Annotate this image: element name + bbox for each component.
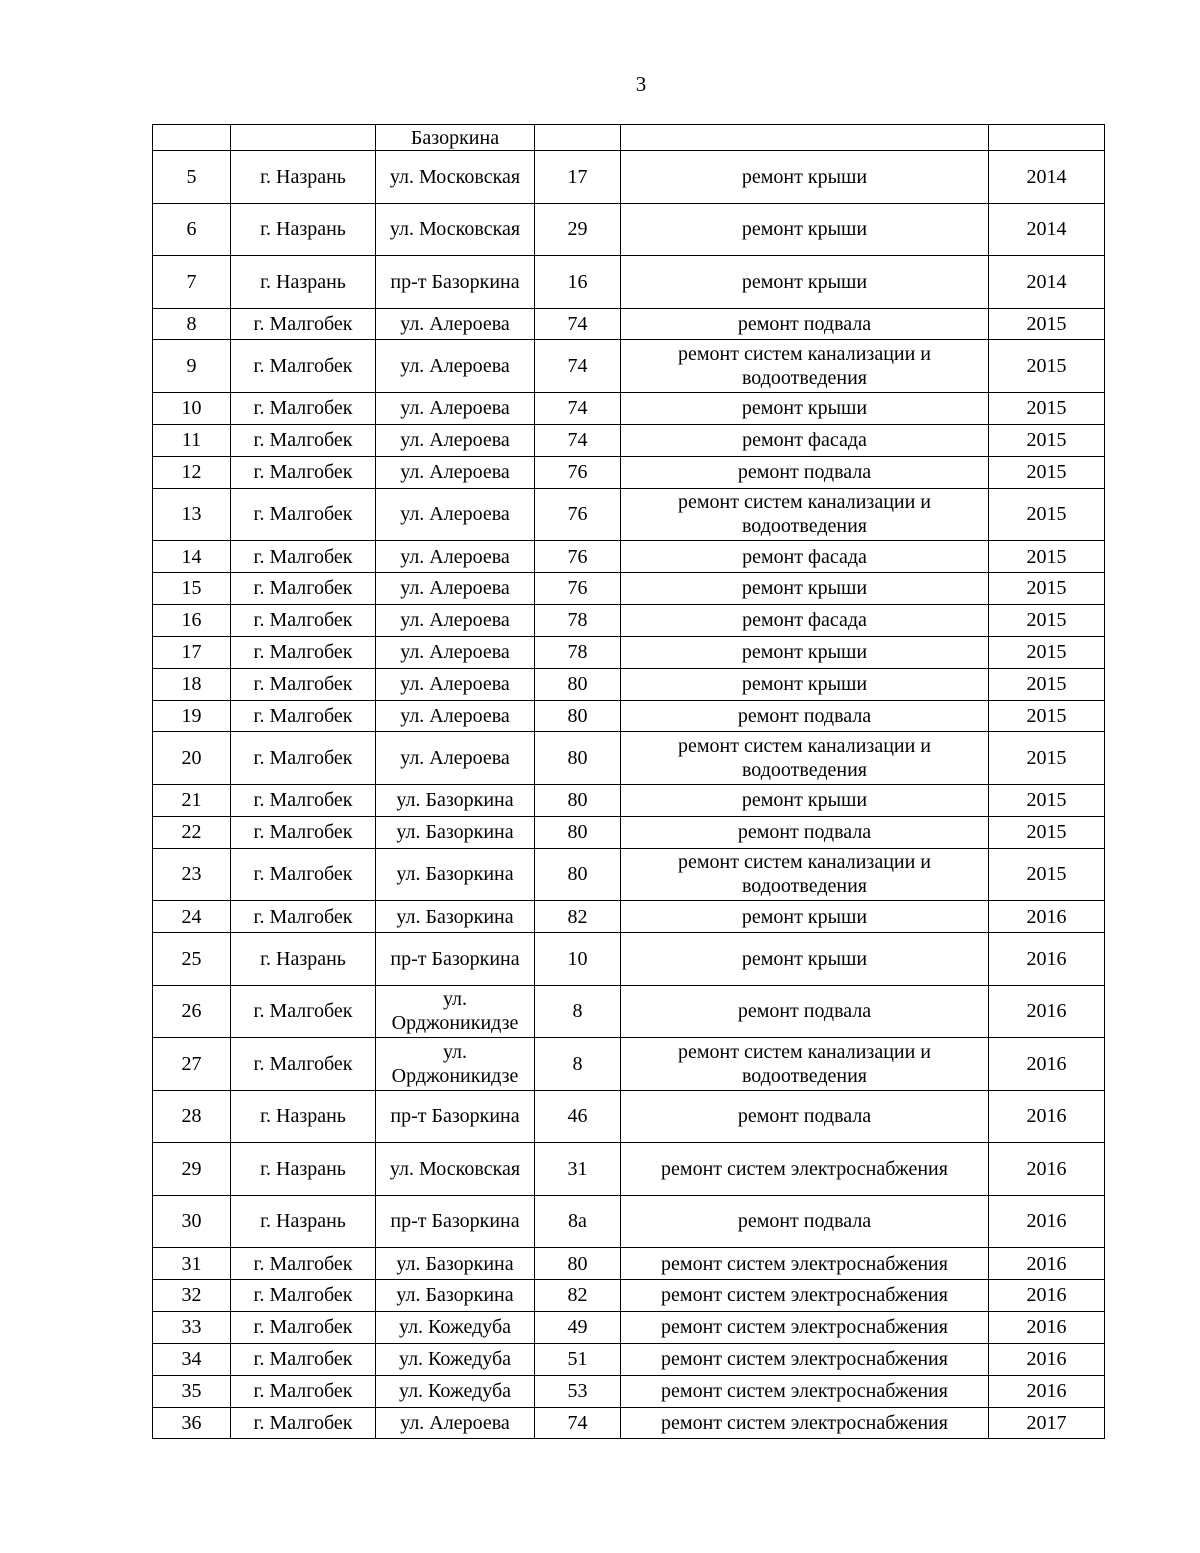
cell-city: г. Малгобек <box>231 816 376 848</box>
cell-street: пр-т Базоркина <box>376 256 535 309</box>
cell-street: ул. Базоркина <box>376 1279 535 1311</box>
cell-city: г. Назрань <box>231 1195 376 1248</box>
cell-year: 2016 <box>989 985 1105 1038</box>
cell-work: ремонт систем электроснабжения <box>621 1407 989 1439</box>
table-row <box>153 700 1105 732</box>
cell-number: 14 <box>153 541 231 573</box>
cell-house: 29 <box>535 203 621 256</box>
cell-house: 76 <box>535 488 621 541</box>
cell-number: 23 <box>153 848 231 901</box>
cell-work: ремонт систем электроснабжения <box>621 1248 989 1280</box>
cell-year: 2015 <box>989 456 1105 488</box>
cell-work: ремонт подвала <box>621 456 989 488</box>
cell-number: 26 <box>153 985 231 1038</box>
cell-city: г. Назрань <box>231 933 376 986</box>
cell-street: ул. Алероева <box>376 308 535 340</box>
cell-work: ремонт подвала <box>621 1195 989 1248</box>
cell-city: г. Малгобек <box>231 541 376 573</box>
cell-number: 35 <box>153 1375 231 1407</box>
table-row <box>153 636 1105 668</box>
cell-work: ремонт систем канализации и водоотведения <box>621 1038 989 1091</box>
cell-house: 17 <box>535 151 621 204</box>
cell-number: 29 <box>153 1143 231 1196</box>
cell-city: г. Малгобек <box>231 1248 376 1280</box>
cell-work: ремонт систем канализации и водоотведения <box>621 488 989 541</box>
cell-city: г. Малгобек <box>231 732 376 785</box>
cell-city: г. Малгобек <box>231 848 376 901</box>
cell-city: г. Малгобек <box>231 985 376 1038</box>
cell-house: 53 <box>535 1375 621 1407</box>
table-row <box>153 541 1105 573</box>
cell-year: 2017 <box>989 1407 1105 1439</box>
cell-work: ремонт подвала <box>621 985 989 1038</box>
cell-city: г. Малгобек <box>231 700 376 732</box>
cell-number: 24 <box>153 901 231 933</box>
cell-house: 74 <box>535 1407 621 1439</box>
cell-street: ул. Московская <box>376 151 535 204</box>
cell-street: ул. Базоркина <box>376 901 535 933</box>
cell-number: 15 <box>153 572 231 604</box>
table-row <box>153 1038 1105 1091</box>
cell-street: ул. Алероева <box>376 488 535 541</box>
cell-number: 32 <box>153 1279 231 1311</box>
continuation-row <box>153 125 1105 151</box>
cell-city: г. Малгобек <box>231 636 376 668</box>
cell-year: 2014 <box>989 256 1105 309</box>
cell-number: 10 <box>153 392 231 424</box>
cell-year: 2016 <box>989 1038 1105 1091</box>
cell-year: 2015 <box>989 424 1105 456</box>
cell-house <box>535 125 621 151</box>
cell-work: ремонт систем электроснабжения <box>621 1375 989 1407</box>
cell-work: ремонт систем электроснабжения <box>621 1143 989 1196</box>
cell-city: г. Малгобек <box>231 456 376 488</box>
cell-city: г. Малгобек <box>231 1375 376 1407</box>
cell-city: г. Малгобек <box>231 488 376 541</box>
page-number: 3 <box>635 72 647 96</box>
cell-house: 78 <box>535 604 621 636</box>
cell-house: 49 <box>535 1311 621 1343</box>
cell-number: 13 <box>153 488 231 541</box>
cell-year: 2015 <box>989 392 1105 424</box>
cell-number: 8 <box>153 308 231 340</box>
cell-work: ремонт систем электроснабжения <box>621 1343 989 1375</box>
cell-year: 2015 <box>989 668 1105 700</box>
cell-house: 80 <box>535 784 621 816</box>
cell-work: ремонт крыши <box>621 151 989 204</box>
table-row <box>153 604 1105 636</box>
cell-number: 21 <box>153 784 231 816</box>
cell-city: г. Малгобек <box>231 1038 376 1091</box>
cell-year: 2016 <box>989 901 1105 933</box>
cell-work <box>621 125 989 151</box>
cell-year: 2015 <box>989 308 1105 340</box>
cell-number: 19 <box>153 700 231 732</box>
cell-city: г. Малгобек <box>231 340 376 393</box>
cell-house: 80 <box>535 732 621 785</box>
cell-number: 30 <box>153 1195 231 1248</box>
cell-street: ул. Алероева <box>376 424 535 456</box>
cell-work: ремонт фасада <box>621 604 989 636</box>
cell-city: г. Малгобек <box>231 308 376 340</box>
table-row <box>153 1311 1105 1343</box>
cell-street: ул. Алероева <box>376 732 535 785</box>
cell-number: 7 <box>153 256 231 309</box>
table-row <box>153 256 1105 309</box>
table-row <box>153 816 1105 848</box>
cell-street: ул. Алероева <box>376 1407 535 1439</box>
cell-year: 2015 <box>989 340 1105 393</box>
repair-schedule-table <box>152 124 1105 1439</box>
cell-work: ремонт крыши <box>621 933 989 986</box>
cell-work: ремонт крыши <box>621 256 989 309</box>
cell-house: 82 <box>535 901 621 933</box>
cell-city: г. Малгобек <box>231 668 376 700</box>
cell-street: пр-т Базоркина <box>376 1090 535 1143</box>
table-row <box>153 1343 1105 1375</box>
table-row <box>153 848 1105 901</box>
cell-house: 8а <box>535 1195 621 1248</box>
cell-year: 2016 <box>989 1311 1105 1343</box>
cell-year: 2015 <box>989 732 1105 785</box>
cell-work: ремонт фасада <box>621 424 989 456</box>
cell-house: 76 <box>535 541 621 573</box>
cell-work: ремонт крыши <box>621 203 989 256</box>
cell-city: г. Назрань <box>231 203 376 256</box>
cell-year: 2015 <box>989 636 1105 668</box>
cell-city: г. Малгобек <box>231 784 376 816</box>
cell-year: 2016 <box>989 1375 1105 1407</box>
cell-street: ул. Алероева <box>376 604 535 636</box>
cell-street: ул. Базоркина <box>376 848 535 901</box>
cell-year: 2016 <box>989 1195 1105 1248</box>
table-row <box>153 985 1105 1038</box>
cell-year: 2014 <box>989 203 1105 256</box>
cell-house: 76 <box>535 456 621 488</box>
table-body <box>153 125 1105 1439</box>
cell-house: 46 <box>535 1090 621 1143</box>
cell-street: ул. Алероева <box>376 700 535 732</box>
cell-number: 12 <box>153 456 231 488</box>
table-row <box>153 203 1105 256</box>
cell-number: 36 <box>153 1407 231 1439</box>
table-row <box>153 424 1105 456</box>
cell-house: 82 <box>535 1279 621 1311</box>
cell-street: ул. Московская <box>376 203 535 256</box>
cell-city: г. Назрань <box>231 1090 376 1143</box>
cell-year: 2016 <box>989 1279 1105 1311</box>
table-row <box>153 456 1105 488</box>
cell-year: 2015 <box>989 784 1105 816</box>
cell-city: г. Малгобек <box>231 1311 376 1343</box>
cell-number: 31 <box>153 1248 231 1280</box>
cell-street: ул. Алероева <box>376 668 535 700</box>
cell-year: 2015 <box>989 488 1105 541</box>
cell-house: 80 <box>535 816 621 848</box>
table-row <box>153 668 1105 700</box>
table-row <box>153 1143 1105 1196</box>
cell-work: ремонт подвала <box>621 1090 989 1143</box>
cell-house: 8 <box>535 1038 621 1091</box>
cell-city: г. Малгобек <box>231 424 376 456</box>
cell-year: 2014 <box>989 151 1105 204</box>
cell-street: ул. Алероева <box>376 541 535 573</box>
table-row <box>153 488 1105 541</box>
cell-number: 22 <box>153 816 231 848</box>
cell-city: г. Малгобек <box>231 1407 376 1439</box>
table-row <box>153 933 1105 986</box>
cell-number: 6 <box>153 203 231 256</box>
cell-house: 80 <box>535 700 621 732</box>
cell-number: 28 <box>153 1090 231 1143</box>
cell-house: 16 <box>535 256 621 309</box>
cell-street: ул. Алероева <box>376 456 535 488</box>
cell-street: Базоркина <box>376 125 535 151</box>
cell-street: ул. Алероева <box>376 636 535 668</box>
cell-year: 2016 <box>989 933 1105 986</box>
table-row <box>153 732 1105 785</box>
table-row <box>153 784 1105 816</box>
cell-number <box>153 125 231 151</box>
cell-house: 8 <box>535 985 621 1038</box>
table-row <box>153 1090 1105 1143</box>
cell-street: пр-т Базоркина <box>376 1195 535 1248</box>
cell-number: 34 <box>153 1343 231 1375</box>
cell-city: г. Малгобек <box>231 1279 376 1311</box>
cell-city: г. Назрань <box>231 256 376 309</box>
table-row <box>153 1195 1105 1248</box>
cell-year: 2016 <box>989 1090 1105 1143</box>
cell-street: ул. Алероева <box>376 572 535 604</box>
cell-number: 20 <box>153 732 231 785</box>
cell-number: 11 <box>153 424 231 456</box>
cell-city: г. Малгобек <box>231 604 376 636</box>
cell-street: ул. Базоркина <box>376 784 535 816</box>
cell-year: 2015 <box>989 572 1105 604</box>
cell-year: 2016 <box>989 1143 1105 1196</box>
cell-street: ул. Орджоникидзе <box>376 985 535 1038</box>
cell-number: 5 <box>153 151 231 204</box>
cell-work: ремонт крыши <box>621 636 989 668</box>
cell-work: ремонт крыши <box>621 901 989 933</box>
cell-city <box>231 125 376 151</box>
cell-street: ул. Кожедуба <box>376 1343 535 1375</box>
cell-number: 33 <box>153 1311 231 1343</box>
cell-year: 2016 <box>989 1343 1105 1375</box>
cell-city: г. Назрань <box>231 151 376 204</box>
cell-street: ул. Кожедуба <box>376 1375 535 1407</box>
table-row <box>153 308 1105 340</box>
cell-work: ремонт подвала <box>621 700 989 732</box>
cell-year: 2015 <box>989 816 1105 848</box>
cell-street: ул. Алероева <box>376 340 535 393</box>
cell-house: 80 <box>535 848 621 901</box>
cell-work: ремонт систем электроснабжения <box>621 1279 989 1311</box>
cell-house: 74 <box>535 340 621 393</box>
cell-city: г. Малгобек <box>231 1343 376 1375</box>
cell-house: 31 <box>535 1143 621 1196</box>
cell-house: 74 <box>535 308 621 340</box>
cell-work: ремонт систем электроснабжения <box>621 1311 989 1343</box>
cell-number: 17 <box>153 636 231 668</box>
cell-work: ремонт крыши <box>621 572 989 604</box>
cell-work: ремонт подвала <box>621 308 989 340</box>
table-row <box>153 901 1105 933</box>
cell-year: 2015 <box>989 848 1105 901</box>
cell-work: ремонт систем канализации и водоотведения <box>621 340 989 393</box>
cell-work: ремонт подвала <box>621 816 989 848</box>
cell-year: 2015 <box>989 700 1105 732</box>
cell-work: ремонт крыши <box>621 784 989 816</box>
cell-house: 74 <box>535 392 621 424</box>
cell-street: ул. Базоркина <box>376 1248 535 1280</box>
cell-street: ул. Алероева <box>376 392 535 424</box>
cell-work: ремонт систем канализации и водоотведения <box>621 848 989 901</box>
table-row <box>153 1279 1105 1311</box>
cell-work: ремонт фасада <box>621 541 989 573</box>
cell-house: 76 <box>535 572 621 604</box>
table-row <box>153 1375 1105 1407</box>
cell-number: 25 <box>153 933 231 986</box>
cell-house: 74 <box>535 424 621 456</box>
cell-street: ул. Орджоникидзе <box>376 1038 535 1091</box>
cell-house: 80 <box>535 1248 621 1280</box>
cell-city: г. Малгобек <box>231 572 376 604</box>
cell-work: ремонт систем канализации и водоотведения <box>621 732 989 785</box>
cell-year: 2015 <box>989 604 1105 636</box>
cell-number: 16 <box>153 604 231 636</box>
table-row <box>153 392 1105 424</box>
cell-year <box>989 125 1105 151</box>
cell-year: 2016 <box>989 1248 1105 1280</box>
cell-house: 10 <box>535 933 621 986</box>
cell-house: 51 <box>535 1343 621 1375</box>
table-row <box>153 1248 1105 1280</box>
cell-street: ул. Базоркина <box>376 816 535 848</box>
cell-street: ул. Кожедуба <box>376 1311 535 1343</box>
cell-number: 9 <box>153 340 231 393</box>
cell-city: г. Назрань <box>231 1143 376 1196</box>
cell-city: г. Малгобек <box>231 901 376 933</box>
cell-street: ул. Московская <box>376 1143 535 1196</box>
cell-street: пр-т Базоркина <box>376 933 535 986</box>
table-row <box>153 151 1105 204</box>
table-row <box>153 1407 1105 1439</box>
cell-work: ремонт крыши <box>621 668 989 700</box>
cell-work: ремонт крыши <box>621 392 989 424</box>
cell-house: 80 <box>535 668 621 700</box>
cell-number: 27 <box>153 1038 231 1091</box>
cell-city: г. Малгобек <box>231 392 376 424</box>
table-row <box>153 340 1105 393</box>
cell-number: 18 <box>153 668 231 700</box>
cell-year: 2015 <box>989 541 1105 573</box>
table-row <box>153 572 1105 604</box>
cell-house: 78 <box>535 636 621 668</box>
